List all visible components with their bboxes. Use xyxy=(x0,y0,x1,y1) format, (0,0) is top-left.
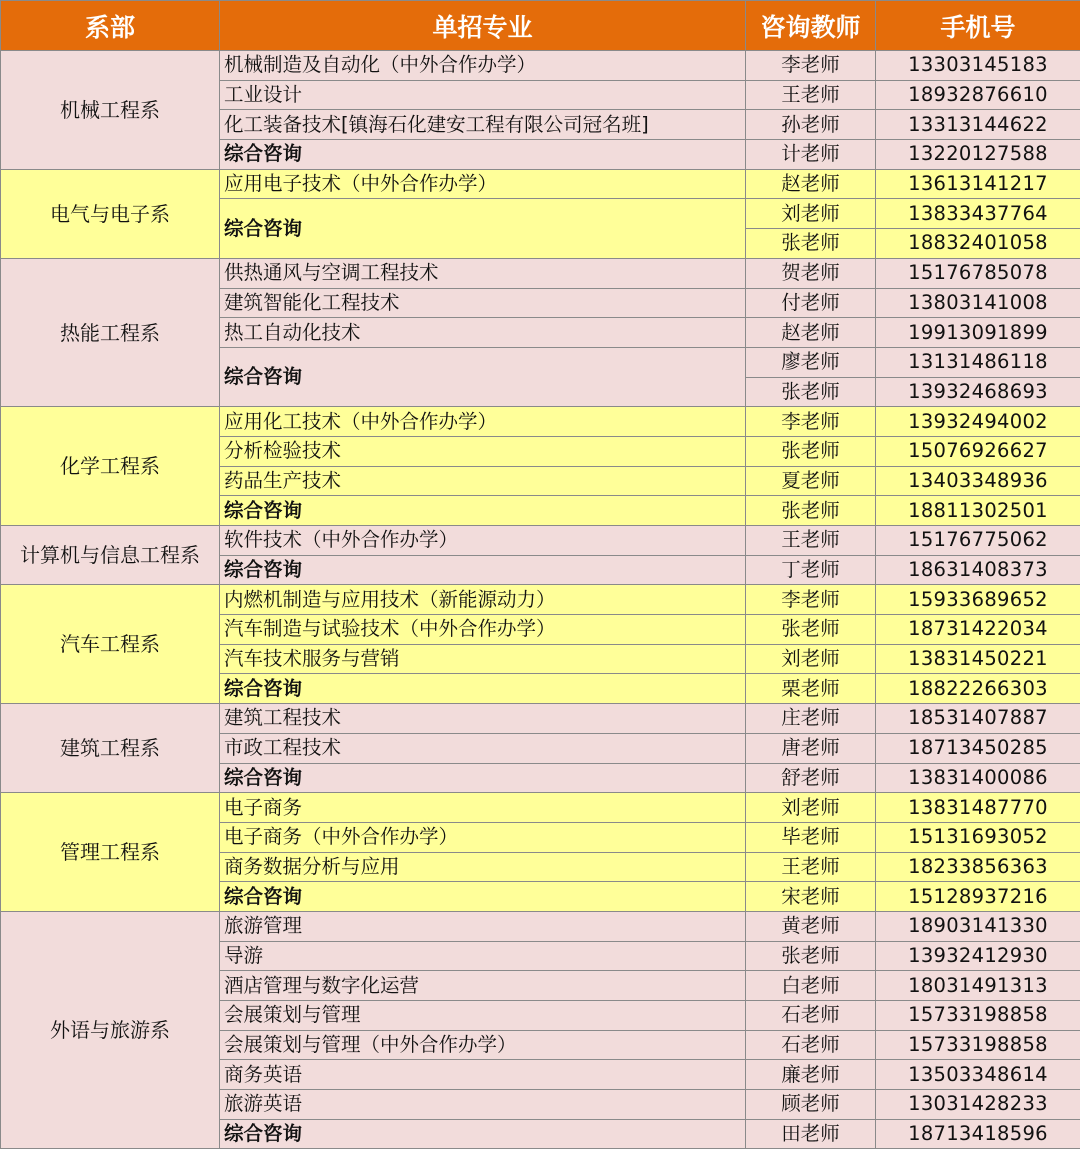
phone-cell: 18822266303 xyxy=(876,674,1080,704)
phone-cell: 15733198858 xyxy=(876,1030,1080,1060)
teacher-cell: 王老师 xyxy=(746,526,876,556)
major-cell: 内燃机制造与应用技术（新能源动力） xyxy=(220,585,746,615)
teacher-cell: 庄老师 xyxy=(746,704,876,734)
major-cell: 电子商务（中外合作办学） xyxy=(220,822,746,852)
teacher-cell: 孙老师 xyxy=(746,110,876,140)
major-cell: 电子商务 xyxy=(220,793,746,823)
phone-cell: 18031491313 xyxy=(876,971,1080,1001)
phone-cell: 18811302501 xyxy=(876,496,1080,526)
major-cell: 热工自动化技术 xyxy=(220,318,746,348)
major-cell: 药品生产技术 xyxy=(220,466,746,496)
phone-cell: 18832401058 xyxy=(876,229,1080,259)
phone-cell: 13932468693 xyxy=(876,377,1080,407)
phone-cell: 13503348614 xyxy=(876,1060,1080,1090)
phone-cell: 18932876610 xyxy=(876,80,1080,110)
table-row xyxy=(1,169,1080,199)
phone-cell: 13303145183 xyxy=(876,51,1080,81)
phone-cell: 13831450221 xyxy=(876,644,1080,674)
phone-cell: 13831400086 xyxy=(876,763,1080,793)
phone-cell: 13803141008 xyxy=(876,288,1080,318)
phone-cell: 15933689652 xyxy=(876,585,1080,615)
major-cell: 综合咨询 xyxy=(220,674,746,704)
teacher-cell: 田老师 xyxy=(746,1119,876,1149)
phone-cell: 13932494002 xyxy=(876,407,1080,437)
department-cell: 管理工程系 xyxy=(1,793,220,912)
major-cell: 化工装备技术[镇海石化建安工程有限公司冠名班] xyxy=(220,110,746,140)
major-cell: 应用化工技术（中外合作办学） xyxy=(220,407,746,437)
department-cell: 热能工程系 xyxy=(1,258,220,406)
department-cell: 汽车工程系 xyxy=(1,585,220,704)
teacher-cell: 唐老师 xyxy=(746,733,876,763)
table-row xyxy=(1,704,1080,734)
teacher-cell: 李老师 xyxy=(746,51,876,81)
major-cell: 商务数据分析与应用 xyxy=(220,852,746,882)
teacher-cell: 李老师 xyxy=(746,585,876,615)
major-cell: 工业设计 xyxy=(220,80,746,110)
teacher-cell: 白老师 xyxy=(746,971,876,1001)
teacher-cell: 贺老师 xyxy=(746,258,876,288)
major-cell: 旅游管理 xyxy=(220,911,746,941)
teacher-cell: 张老师 xyxy=(746,436,876,466)
phone-cell: 18531407887 xyxy=(876,704,1080,734)
phone-cell: 18903141330 xyxy=(876,911,1080,941)
teacher-cell: 张老师 xyxy=(746,615,876,645)
major-cell: 建筑工程技术 xyxy=(220,704,746,734)
phone-cell: 13831487770 xyxy=(876,793,1080,823)
table-row xyxy=(1,911,1080,941)
major-cell: 市政工程技术 xyxy=(220,733,746,763)
department-cell: 计算机与信息工程系 xyxy=(1,526,220,585)
department-cell: 电气与电子系 xyxy=(1,169,220,258)
header-department: 系部 xyxy=(1,1,220,51)
major-cell: 综合咨询 xyxy=(220,496,746,526)
major-cell: 综合咨询 xyxy=(220,199,746,258)
teacher-cell: 张老师 xyxy=(746,377,876,407)
phone-cell: 13220127588 xyxy=(876,140,1080,170)
table-row xyxy=(1,258,1080,288)
major-cell: 酒店管理与数字化运营 xyxy=(220,971,746,1001)
major-cell: 综合咨询 xyxy=(220,347,746,406)
phone-cell: 13613141217 xyxy=(876,169,1080,199)
table-row xyxy=(1,793,1080,823)
major-cell: 软件技术（中外合作办学） xyxy=(220,526,746,556)
major-cell: 汽车制造与试验技术（中外合作办学） xyxy=(220,615,746,645)
teacher-cell: 石老师 xyxy=(746,1030,876,1060)
teacher-cell: 毕老师 xyxy=(746,822,876,852)
major-cell: 综合咨询 xyxy=(220,555,746,585)
teacher-cell: 丁老师 xyxy=(746,555,876,585)
major-cell: 会展策划与管理（中外合作办学） xyxy=(220,1030,746,1060)
teacher-cell: 刘老师 xyxy=(746,199,876,229)
header-row xyxy=(1,1,1080,51)
teacher-cell: 黄老师 xyxy=(746,911,876,941)
department-cell: 外语与旅游系 xyxy=(1,911,220,1149)
teacher-cell: 舒老师 xyxy=(746,763,876,793)
phone-cell: 18731422034 xyxy=(876,615,1080,645)
phone-cell: 15176785078 xyxy=(876,258,1080,288)
phone-cell: 18713418596 xyxy=(876,1119,1080,1149)
major-cell: 综合咨询 xyxy=(220,1119,746,1149)
major-cell: 旅游英语 xyxy=(220,1090,746,1120)
phone-cell: 15076926627 xyxy=(876,436,1080,466)
phone-cell: 13131486118 xyxy=(876,347,1080,377)
phone-cell: 13833437764 xyxy=(876,199,1080,229)
header-phone: 手机号 xyxy=(876,1,1080,51)
major-cell: 应用电子技术（中外合作办学） xyxy=(220,169,746,199)
phone-cell: 13403348936 xyxy=(876,466,1080,496)
major-cell: 综合咨询 xyxy=(220,140,746,170)
major-cell: 综合咨询 xyxy=(220,763,746,793)
phone-cell: 13031428233 xyxy=(876,1090,1080,1120)
phone-cell: 15733198858 xyxy=(876,1001,1080,1031)
major-cell: 汽车技术服务与营销 xyxy=(220,644,746,674)
teacher-cell: 刘老师 xyxy=(746,793,876,823)
teacher-cell: 王老师 xyxy=(746,80,876,110)
table-row xyxy=(1,585,1080,615)
teacher-cell: 石老师 xyxy=(746,1001,876,1031)
department-cell: 机械工程系 xyxy=(1,51,220,170)
table-row xyxy=(1,407,1080,437)
header-teacher: 咨询教师 xyxy=(746,1,876,51)
phone-cell: 18631408373 xyxy=(876,555,1080,585)
teacher-cell: 廉老师 xyxy=(746,1060,876,1090)
teacher-cell: 顾老师 xyxy=(746,1090,876,1120)
phone-cell: 15131693052 xyxy=(876,822,1080,852)
major-cell: 建筑智能化工程技术 xyxy=(220,288,746,318)
major-cell: 综合咨询 xyxy=(220,882,746,912)
phone-cell: 19913091899 xyxy=(876,318,1080,348)
department-cell: 化学工程系 xyxy=(1,407,220,526)
teacher-cell: 赵老师 xyxy=(746,318,876,348)
teacher-cell: 计老师 xyxy=(746,140,876,170)
teacher-cell: 付老师 xyxy=(746,288,876,318)
teacher-cell: 栗老师 xyxy=(746,674,876,704)
teacher-cell: 刘老师 xyxy=(746,644,876,674)
major-cell: 商务英语 xyxy=(220,1060,746,1090)
teacher-cell: 王老师 xyxy=(746,852,876,882)
teacher-cell: 夏老师 xyxy=(746,466,876,496)
major-cell: 机械制造及自动化（中外合作办学） xyxy=(220,51,746,81)
major-cell: 分析检验技术 xyxy=(220,436,746,466)
teacher-cell: 赵老师 xyxy=(746,169,876,199)
department-cell: 建筑工程系 xyxy=(1,704,220,793)
table-row xyxy=(1,526,1080,556)
header-major: 单招专业 xyxy=(220,1,746,51)
major-cell: 导游 xyxy=(220,941,746,971)
teacher-cell: 张老师 xyxy=(746,496,876,526)
phone-cell: 15128937216 xyxy=(876,882,1080,912)
table-body xyxy=(1,51,1080,1149)
phone-cell: 18713450285 xyxy=(876,733,1080,763)
table-row xyxy=(1,51,1080,81)
phone-cell: 13932412930 xyxy=(876,941,1080,971)
teacher-cell: 张老师 xyxy=(746,229,876,259)
teacher-cell: 宋老师 xyxy=(746,882,876,912)
phone-cell: 18233856363 xyxy=(876,852,1080,882)
teacher-cell: 张老师 xyxy=(746,941,876,971)
major-cell: 会展策划与管理 xyxy=(220,1001,746,1031)
phone-cell: 13313144622 xyxy=(876,110,1080,140)
major-cell: 供热通风与空调工程技术 xyxy=(220,258,746,288)
teacher-cell: 李老师 xyxy=(746,407,876,437)
teacher-cell: 廖老师 xyxy=(746,347,876,377)
phone-cell: 15176775062 xyxy=(876,526,1080,556)
